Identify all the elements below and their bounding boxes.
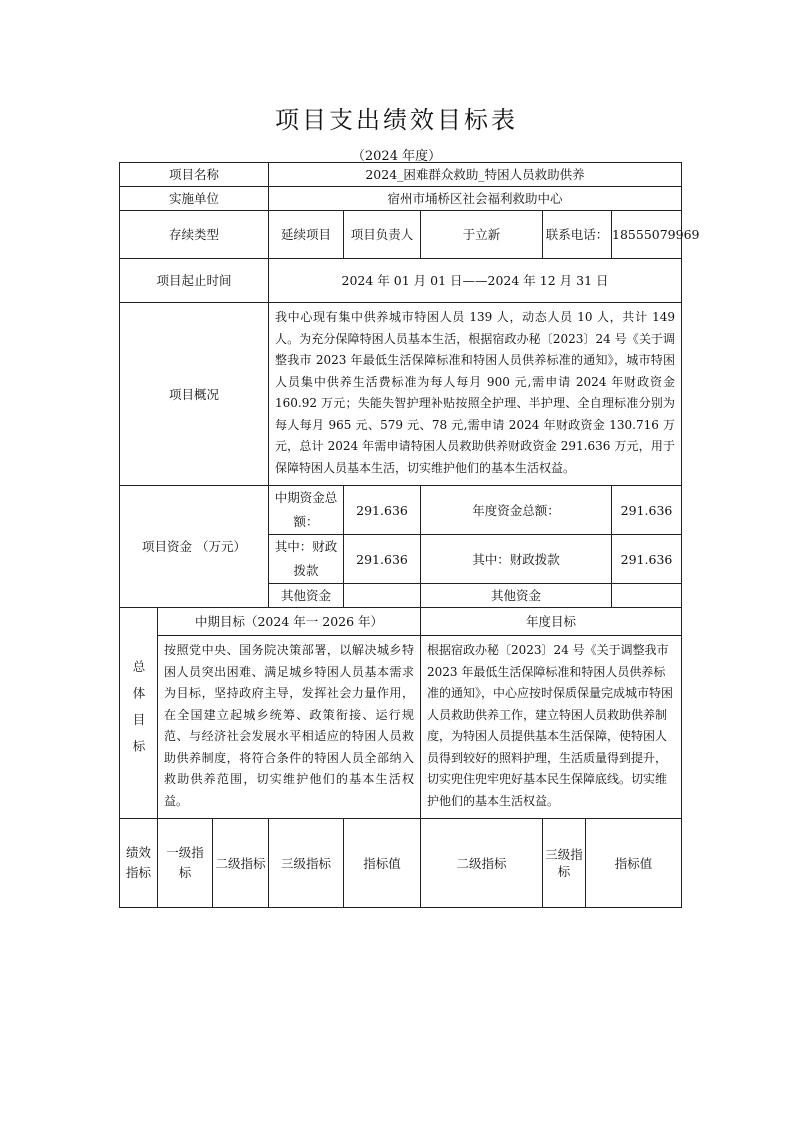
phone-label: 联系电话： <box>543 211 612 259</box>
fiscal-year-subtitle: （2024 年度） <box>351 149 442 164</box>
year-goal-text: 根据宿政办秘〔2023〕24 号《关于调整我市 2023 年最低生活保障标准和特困人员供养标准的通知》，中心应按时保质保量完成城市特困人员救助供养工作，建立特困人员救助供养制度，为特困人员提供基本生活保障，使特困人员得到较好的照料护理，生活质量得到提升，切实兜住兜牢兜好基本民生保障底线。切实维护他们的基本生活权益。 <box>421 636 682 819</box>
overall-goal-label <box>120 608 158 819</box>
period-label: 项目起止时间 <box>120 259 269 303</box>
mid-total-value: 291.636 <box>344 486 421 535</box>
perf-value-b: 指标值 <box>614 855 653 871</box>
mid-fiscal-value: 291.636 <box>344 535 421 584</box>
perf-level2-b: 二级指标 <box>421 819 543 908</box>
perf-level3-value-b <box>543 819 682 908</box>
project-name-label: 项目名称 <box>120 163 269 187</box>
year-other-label: 其他资金 <box>421 584 612 608</box>
mid-total-label: 中期资金总额： <box>269 486 344 535</box>
leader-label: 项目负责人 <box>344 211 421 259</box>
year-total-value: 291.636 <box>612 486 682 535</box>
perf-level2-a: 二级指标 <box>215 855 266 871</box>
overview-label: 项目概况 <box>120 303 269 486</box>
phone-value: 18555079969 <box>612 211 682 259</box>
type-value: 延续项目 <box>269 211 344 259</box>
perf-level3-a: 三级指标 <box>269 819 344 908</box>
mid-fiscal-label: 其中：财政拨款 <box>269 535 344 584</box>
perf-label: 绩效指标 <box>120 819 158 908</box>
perf-level3-b: 三级指标 <box>543 819 586 907</box>
leader-value: 于立新 <box>421 211 543 259</box>
year-fiscal-value: 291.636 <box>612 535 682 584</box>
perf-value-a: 指标值 <box>344 819 421 908</box>
mid-goal-text: 按照党中央、国务院决策部署，以解决城乡特困人员突出困难、满足城乡特困人员基本需求为目标，坚持政府主导，发挥社会力量作用，在全国建立起城乡统筹、政策衔接、运行规范、与经济社会发展水平相适应的特困人员救助供养制度，将符合条件的特困人员全部纳入救助供养范围，切实维护他们的基本生活权益。 <box>158 636 421 819</box>
performance-target-table <box>119 162 700 908</box>
year-fiscal-label: 其中：财政拨款 <box>421 535 612 584</box>
period-value: 2024 年 01 月 01 日——2024 年 12 月 31 日 <box>269 259 682 303</box>
overall-goal-label-text: 总体目标 <box>131 660 146 766</box>
type-label: 存续类型 <box>120 211 269 259</box>
overview-text: 我中心现有集中供养城市特困人员 139 人，动态人员 10 人，共计 149 人。为充分保障特困人员基本生活，根据宿政办秘〔2023〕24 号《关于调整我市 2023 年最低生活保障标准和特困人员供养标准的通知》，城市特困人员集中供养生活费标准为每人每月 900 元,需申请 2024 年财政资金 160.92 万元；失能失智护理补贴按照全护理、半护理、全自理标准分别为每人每月 965 元、579 元、78 元,需申请 2024 年财政资金 130.716 万元，总计 2024 年需申请特困人员救助供养财政资金 291.636 万元，用于保障特困人员基本生活，切实维护他们的基本生活权益。 <box>269 303 682 486</box>
year-total-label: 年度资金总额： <box>421 486 612 535</box>
unit-label: 实施单位 <box>120 187 269 211</box>
mid-goal-header: 中期目标（2024 年一 2026 年） <box>158 608 421 636</box>
project-name-value: 2024_困难群众救助_特困人员救助供养 <box>269 163 682 187</box>
perf-level1: 一级指标 <box>158 819 213 907</box>
mid-other-value <box>344 584 421 608</box>
year-other-value <box>612 584 682 608</box>
unit-value: 宿州市埇桥区社会福利救助中心 <box>269 187 682 211</box>
page-title: 项目支出绩效目标表 <box>275 106 518 134</box>
mid-other-label: 其他资金 <box>269 584 344 608</box>
funds-label: 项目资金 （万元） <box>120 486 269 608</box>
perf-combined-cell <box>158 819 269 908</box>
year-goal-header: 年度目标 <box>421 608 682 636</box>
